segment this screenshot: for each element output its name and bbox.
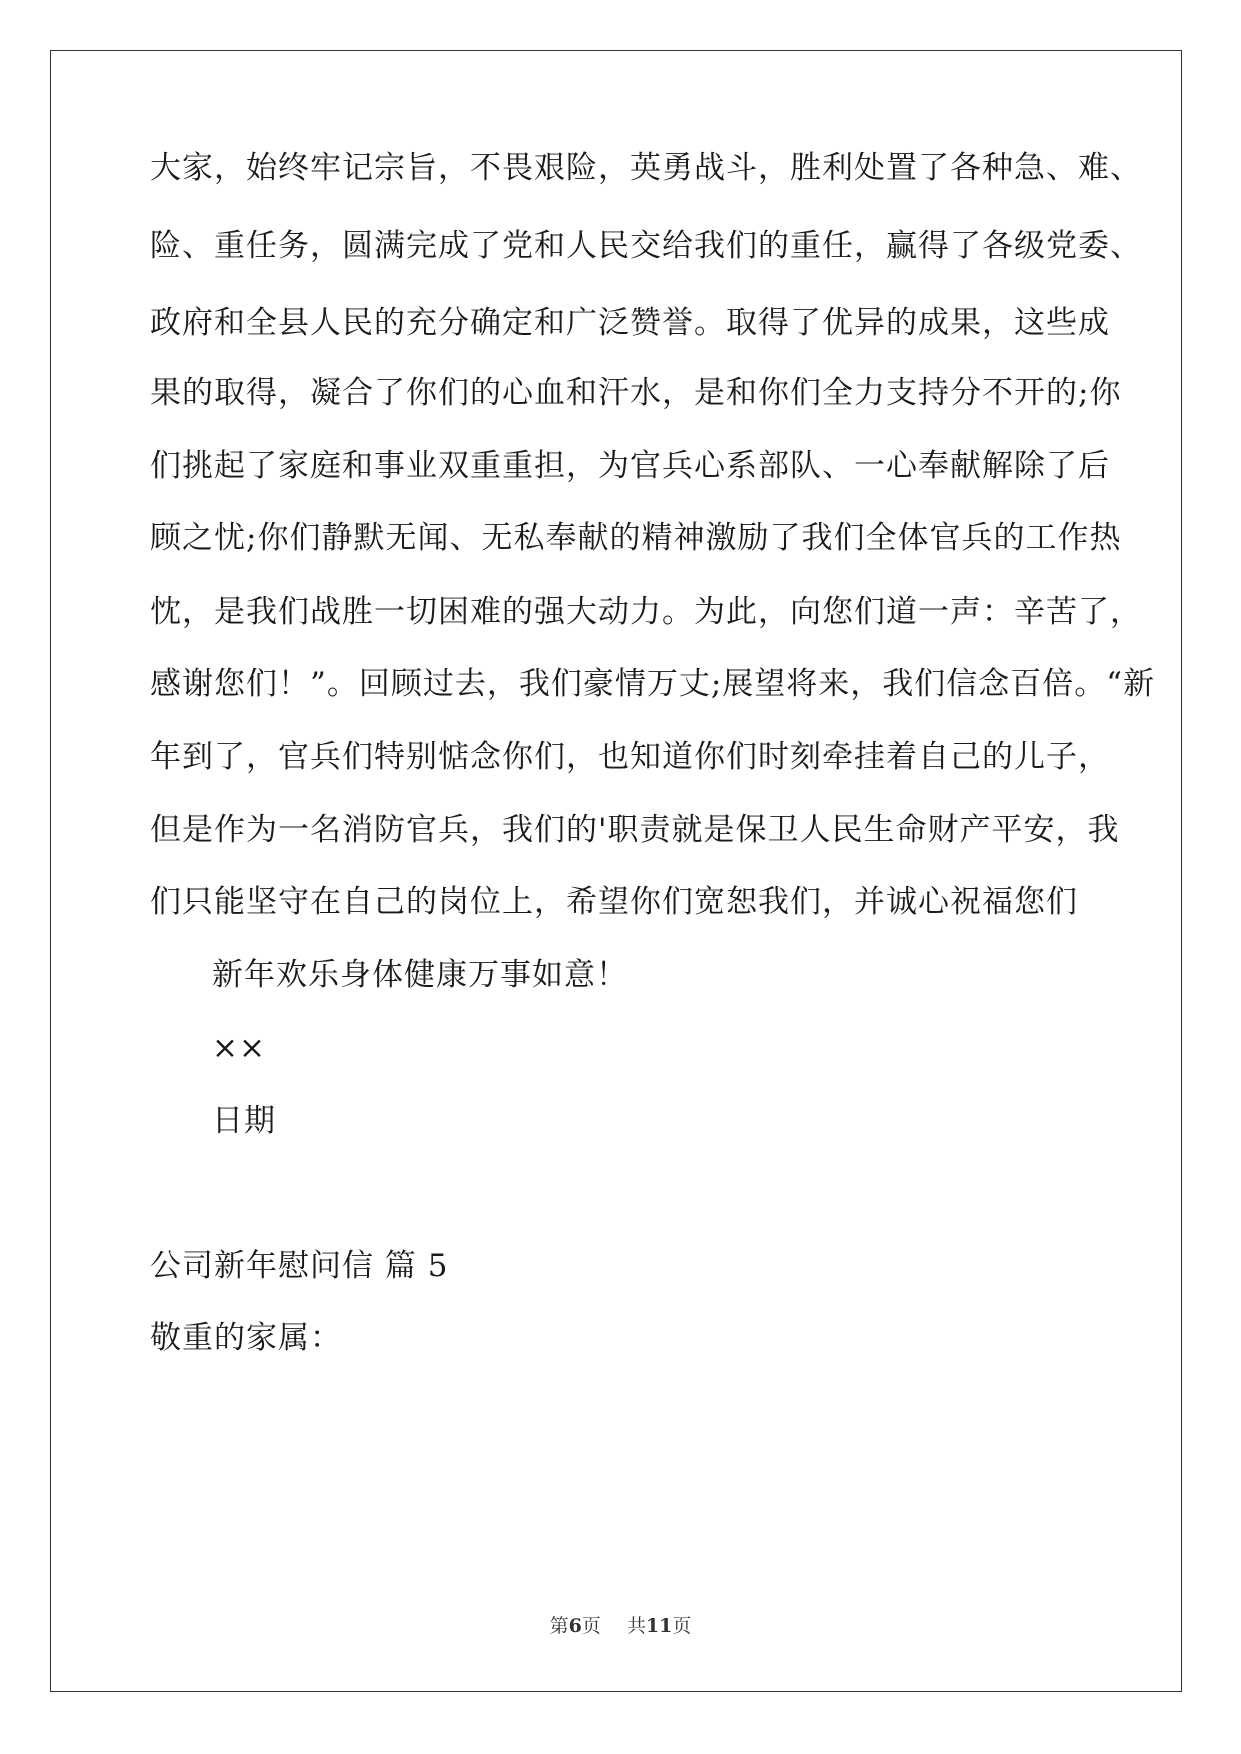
total-pages: 11 <box>645 1615 673 1637</box>
total-unit: 页 <box>672 1615 692 1637</box>
total-prefix: 共 <box>626 1615 646 1637</box>
body-line-6: 顾之忧;你们静默无闻、无私奉献的精神激励了我们全体官兵的工作热 <box>150 520 1122 556</box>
page-prefix: 第 <box>549 1615 569 1637</box>
body-line-8: 感谢您们！”。回顾过去，我们豪情万丈;展望将来，我们信念百倍。“新 <box>150 666 1156 702</box>
signature: ×× <box>212 1030 266 1066</box>
body-line-4: 果的取得，凝合了你们的心血和汗水，是和你们全力支持分不开的;你 <box>150 375 1122 411</box>
body-line-5: 们挑起了家庭和事业双重重担，为官兵心系部队、一心奉献解除了后 <box>150 448 1110 484</box>
body-line-2: 险、重任务，圆满完成了党和人民交给我们的重任，赢得了各级党委、 <box>150 228 1142 264</box>
body-line-9: 年到了，官兵们特别惦念你们，也知道你们时刻牵挂着自己的儿子， <box>150 739 1110 775</box>
body-line-10: 但是作为一名消防官兵，我们的'职责就是保卫人民生命财产平安，我 <box>150 812 1120 848</box>
body-line-3: 政府和全县人民的充分确定和广泛赞誉。取得了优异的成果，这些成 <box>150 305 1110 341</box>
salutation: 敬重的家属： <box>150 1320 342 1356</box>
new-year-wish: 新年欢乐身体健康万事如意！ <box>212 957 628 993</box>
page-number: 6 <box>568 1615 582 1637</box>
body-line-7: 忱，是我们战胜一切困难的强大动力。为此，向您们道一声：辛苦了， <box>150 594 1142 630</box>
date-line: 日期 <box>212 1103 276 1139</box>
body-line-11: 们只能坚守在自己的岗位上，希望你们宽恕我们，并诚心祝福您们 <box>150 884 1078 920</box>
page-footer <box>0 1614 1241 1638</box>
page-border <box>50 50 1182 1692</box>
body-line-1: 大家，始终牢记宗旨，不畏艰险，英勇战斗，胜利处置了各种急、难、 <box>150 150 1142 186</box>
section-title: 公司新年慰问信 篇 5 <box>150 1248 449 1284</box>
page-unit: 页 <box>581 1615 601 1637</box>
